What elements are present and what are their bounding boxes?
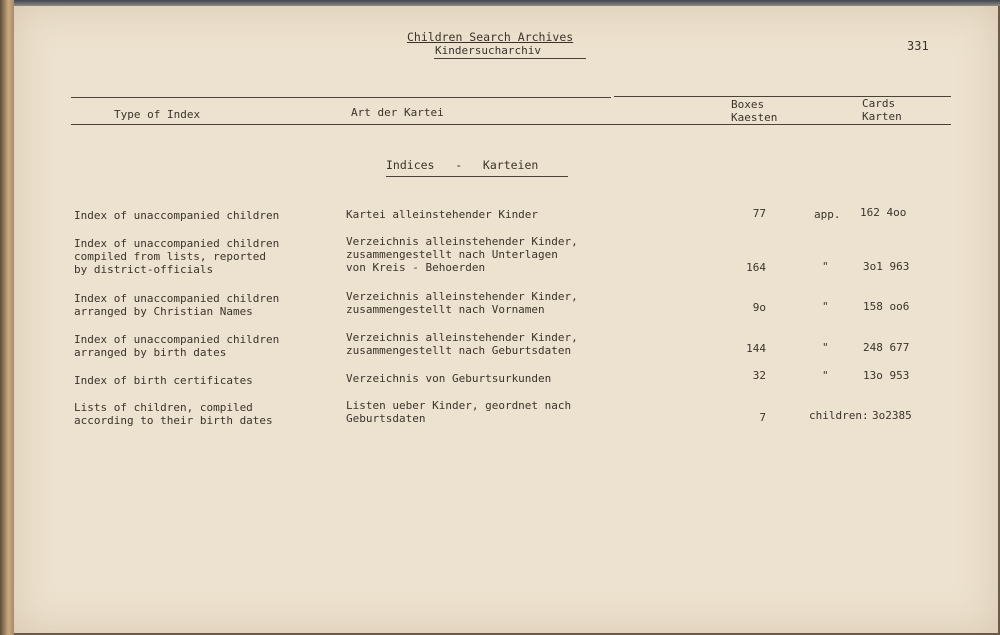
row-type-en: Lists of children, compiled according to their birth dates xyxy=(74,401,273,427)
row-boxes: 144 xyxy=(746,342,766,355)
table-top-rule-left xyxy=(71,97,611,98)
row-type-en: Index of unaccompanied children compiled from lists, reported by district-officials xyxy=(74,237,280,276)
row-qualifier: " xyxy=(822,300,829,313)
column-header-kaesten: Kaesten xyxy=(731,111,778,124)
row-type-en: Index of unaccompanied children arranged by Christian Names xyxy=(74,292,280,318)
row-type-de: Verzeichnis alleinstehender Kinder, zusammengestellt nach Geburtsdaten xyxy=(346,331,578,357)
row-cards: 162 4oo xyxy=(860,206,907,219)
row-cards: 248 677 xyxy=(863,341,910,354)
page-number: 331 xyxy=(907,39,929,53)
row-type-en: Index of unaccompanied children xyxy=(74,209,280,222)
row-cards: 3o2385 xyxy=(872,409,912,422)
row-cards: 13o 953 xyxy=(863,369,910,382)
row-qualifier: app. xyxy=(814,208,841,221)
page-subtitle: Kindersucharchiv xyxy=(435,44,541,57)
section-underline xyxy=(386,176,568,177)
column-header-boxes: Boxes xyxy=(731,98,765,111)
column-header-type: Type of Index xyxy=(114,108,201,121)
row-type-de: Verzeichnis alleinstehender Kinder, zusammengestellt nach Unterlagen von Kreis - Behoerden xyxy=(346,235,578,274)
row-boxes: 7 xyxy=(759,411,766,424)
table-top-rule-right xyxy=(614,96,951,97)
row-qualifier: " xyxy=(822,260,829,273)
row-type-en: Index of birth certificates xyxy=(74,374,253,387)
subtitle-underline xyxy=(434,58,586,59)
row-boxes: 9o xyxy=(752,301,766,314)
column-header-art: Art der Kartei xyxy=(351,106,444,119)
row-type-de: Verzeichnis von Geburtsurkunden xyxy=(346,372,552,385)
row-qualifier: children: xyxy=(809,409,869,422)
section-title: Indices - Karteien xyxy=(386,158,539,172)
row-type-de: Listen ueber Kinder, geordnet nach Geburtsdaten xyxy=(346,399,572,425)
row-boxes: 164 xyxy=(746,261,766,274)
table-header-bottom-rule xyxy=(71,124,951,125)
column-header-karten: Karten xyxy=(862,110,902,123)
row-type-de: Kartei alleinstehender Kinder xyxy=(346,208,539,221)
row-type-en: Index of unaccompanied children arranged by birth dates xyxy=(74,333,280,359)
column-header-cards: Cards xyxy=(862,97,896,110)
page-title: Children Search Archives xyxy=(407,30,574,44)
row-boxes: 77 xyxy=(752,207,766,220)
row-qualifier: " xyxy=(822,341,829,354)
row-boxes: 32 xyxy=(752,369,766,382)
binding-left-edge xyxy=(0,0,14,635)
row-cards: 158 oo6 xyxy=(863,300,910,313)
document-page xyxy=(14,6,998,633)
row-type-de: Verzeichnis alleinstehender Kinder, zusammengestellt nach Vornamen xyxy=(346,290,578,316)
row-cards: 3o1 963 xyxy=(863,260,910,273)
row-qualifier: " xyxy=(822,369,829,382)
